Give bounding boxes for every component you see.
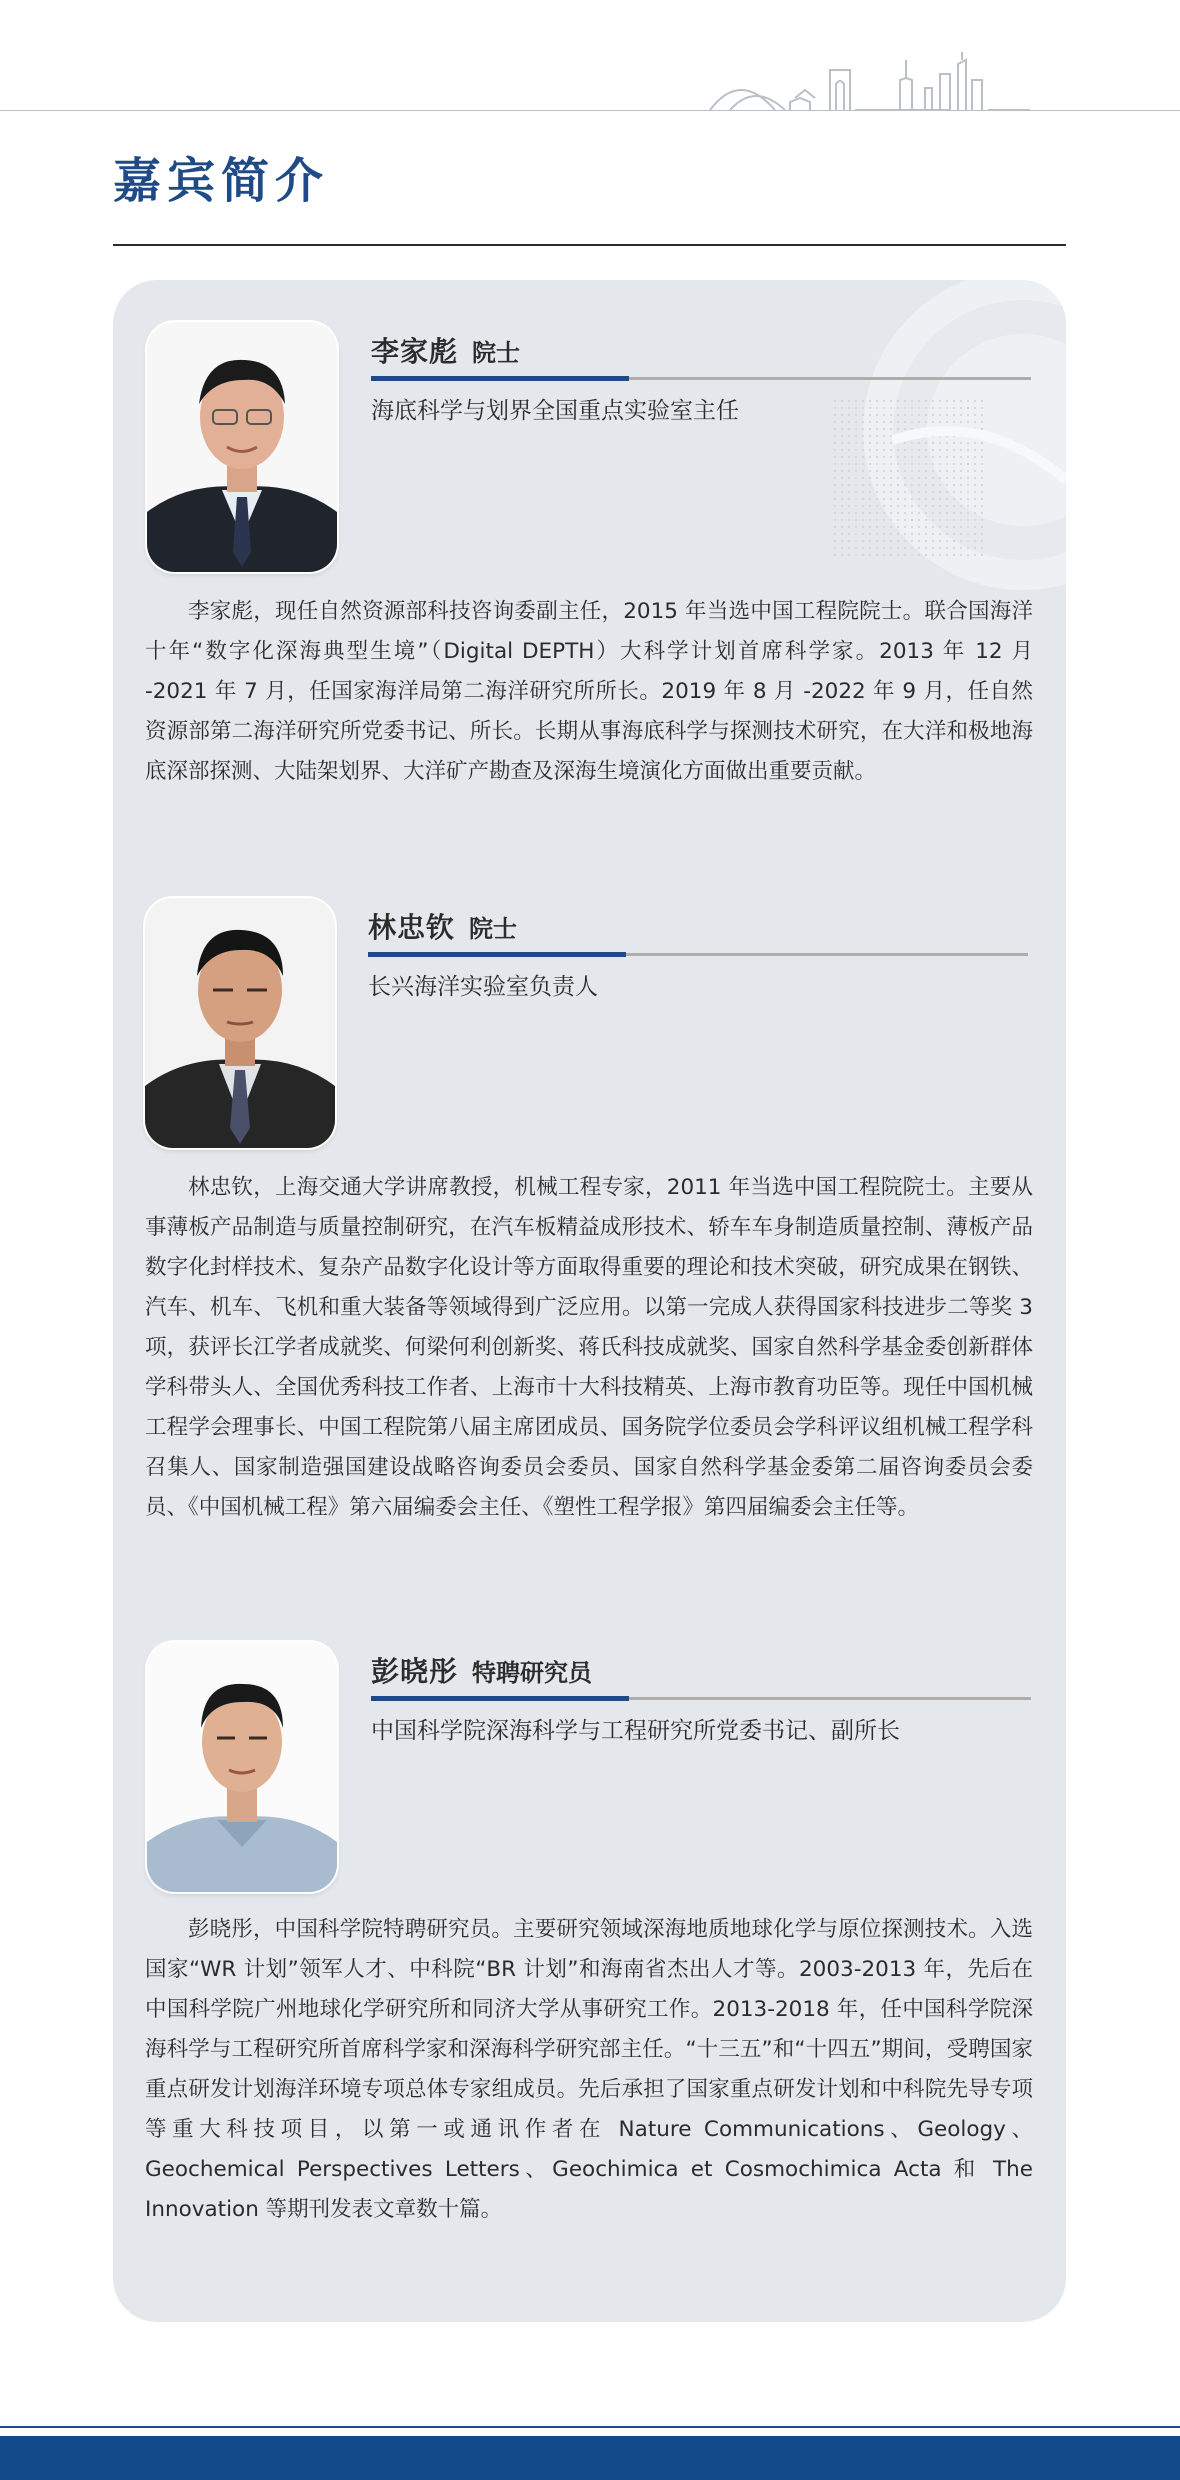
guest-position: 长兴海洋实验室负责人 [368,974,598,1000]
footer-line [0,2426,1180,2428]
guest-bio: 彭晓彤，中国科学院特聘研究员。主要研究领域深海地质地球化学与原位探测技术。入选国家“WR 计划”领军人才、中科院“BR 计划”和海南省杰出人才等。2003-2013 年，先后在中国科学院广州地球化学研究所和同济大学从事研究工作。2013-2018 年，任中国科学院深海科学与工程研究所首席科学家和深海科学研究部主任。“十三五”和“十四五”期间，受聘国家重点研发计划海洋环境专项总体专家组成员。先后承担了国家重点研发计划和中科院先导专项等重大科技项目，以第一或通讯作者在 Nature Communications、Geology、Geochemical Perspectives Letters、Geochimica et Cosmochimica Acta 和 The Innovation 等期刊发表文章数十篇。 [145,1917,1033,2222]
portrait-photo [145,898,335,1148]
name-underline [629,1697,1031,1700]
name-underline-accent [368,952,626,957]
portrait-photo [147,322,337,572]
city-skyline-icon [700,50,1180,120]
name-underline [629,377,1031,380]
guest-bio: 李家彪，现任自然资源部科技咨询委副主任，2015 年当选中国工程院院士。联合国海洋十年“数字化深海典型生境”（Digital DEPTH）大科学计划首席科学家。2013 年 12 月 -2021 年 7 月，任国家海洋局第二海洋研究所所长。2019 年 8 月 -2022 年 9 月，任自然资源部第二海洋研究所党委书记、所长。长期从事海底科学与探测技术研究，在大洋和极地海底深部探测、大陆架划界、大洋矿产勘查及深海生境演化方面做出重要贡献。 [145,599,1033,784]
name-underline [626,953,1028,956]
footer-bar [0,2436,1180,2480]
guest-title: 院士 [469,915,518,943]
title-divider [113,244,1066,246]
guest-position: 中国科学院深海科学与工程研究所党委书记、副所长 [371,1718,900,1744]
portrait-photo [147,1642,337,1892]
guest-name: 林忠钦 [368,911,456,944]
guest-card [113,280,1066,2322]
page-title: 嘉宾简介 [113,153,330,209]
name-underline-accent [371,1696,629,1701]
guest-name: 彭晓彤 [371,1655,459,1688]
guest-title: 特聘研究员 [472,1659,593,1687]
guest-bio: 林忠钦，上海交通大学讲席教授，机械工程专家，2011 年当选中国工程院院士。主要从事薄板产品制造与质量控制研究，在汽车板精益成形技术、轿车车身制造质量控制、薄板产品数字化封样技术、复杂产品数字化设计等方面取得重要的理论和技术突破，研究成果在钢铁、汽车、机车、飞机和重大装备等领域得到广泛应用。以第一完成人获得国家科技进步二等奖 3 项，获评长江学者成就奖、何梁何利创新奖、蒋氏科技成就奖、国家自然科学基金委创新群体学科带头人、全国优秀科技工作者、上海市十大科技精英、上海市教育功臣等。现任中国机械工程学会理事长、中国工程院第八届主席团成员、国务院学位委员会学科评议组机械工程学科召集人、国家制造强国建设战略咨询委员会委员、国家自然科学基金委第二届咨询委员会委员、《中国机械工程》第六届编委会主任、《塑性工程学报》第四届编委会主任等。 [145,1175,1033,1520]
guest-title: 院士 [472,339,521,367]
guest-position: 海底科学与划界全国重点实验室主任 [371,398,739,424]
guest-name: 李家彪 [371,335,459,368]
decorative-globe-icon [833,280,1066,610]
name-underline-accent [371,376,629,381]
